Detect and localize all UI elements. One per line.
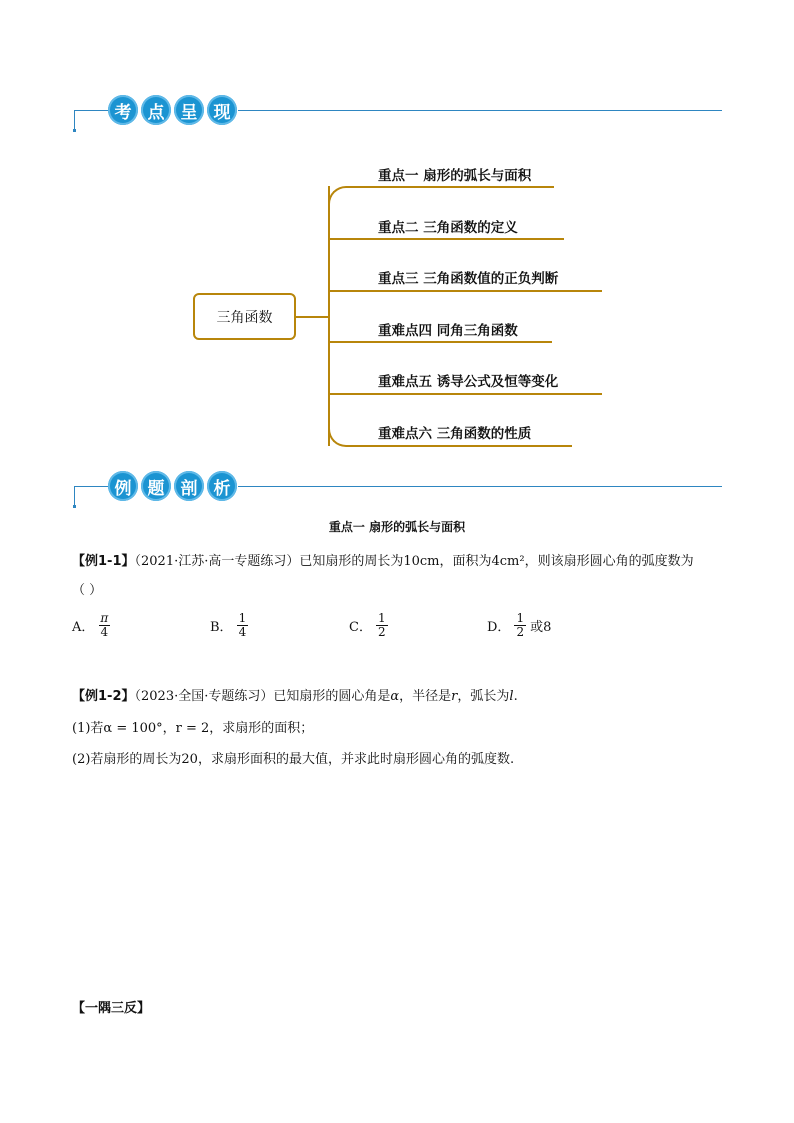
section-header-vertical	[74, 486, 75, 506]
mindmap-branch-line	[358, 445, 572, 447]
mindmap-branch-line	[330, 341, 552, 343]
fraction	[514, 612, 526, 639]
header-char: 例	[108, 471, 138, 501]
mindmap-branch-line	[330, 238, 564, 240]
numerator: π	[100, 611, 109, 625]
section-header-vertical	[74, 110, 75, 130]
denominator: 2	[377, 625, 386, 639]
denominator: 2	[516, 625, 525, 639]
mindmap-connector	[296, 316, 328, 318]
practice-heading: 【一隅三反】	[72, 1001, 151, 1016]
denominator: 4	[238, 625, 247, 639]
alpha-symbol: α	[390, 689, 400, 704]
section-header-dot	[73, 505, 76, 508]
header-char: 考	[108, 95, 138, 125]
option-suffix: 或8	[530, 620, 552, 635]
example-text: （2023·全国·专题练习）已知扇形的圆心角是	[134, 689, 391, 704]
option-c[interactable]	[349, 612, 388, 639]
example-text: ，半径是	[399, 689, 452, 704]
header-char: 剖	[174, 471, 204, 501]
mindmap-branch-1: 重点一 扇形的弧长与面积	[378, 168, 532, 184]
denominator: 4	[100, 625, 109, 639]
fraction	[237, 612, 249, 639]
numerator: 1	[238, 611, 247, 625]
example-1-1	[72, 550, 694, 569]
option-letter: A．	[72, 620, 95, 635]
mindmap-branch-line	[358, 186, 554, 188]
example-text: ，弧长为	[457, 689, 510, 704]
example-1-2	[72, 685, 518, 704]
example-text: .	[513, 689, 518, 704]
mindmap-curve-bottom	[328, 427, 360, 447]
mindmap-branch-5: 重难点五 诱导公式及恒等变化	[378, 374, 559, 390]
option-letter: C．	[349, 620, 372, 635]
fraction	[376, 612, 388, 639]
header-char: 现	[207, 95, 237, 125]
section-header-line-left	[75, 486, 110, 487]
mindmap-root: 三角函数	[193, 293, 296, 340]
r-symbol: r	[451, 689, 458, 704]
section-header-line	[238, 110, 722, 111]
section-header-dot	[73, 129, 76, 132]
header-char: 呈	[174, 95, 204, 125]
header-char: 题	[141, 471, 171, 501]
option-letter: B．	[210, 620, 233, 635]
example-text: （2021·江苏·高一专题练习）已知扇形的周长为10cm，面积为4cm²，则该扇形圆心角的弧度数为	[134, 554, 694, 569]
example-tag: 【例1-2】	[72, 689, 135, 704]
answer-paren: （ ）	[72, 583, 103, 598]
mindmap-branch-2: 重点二 三角函数的定义	[378, 220, 518, 236]
mindmap-curve-top	[328, 186, 360, 206]
numerator: 1	[516, 611, 525, 625]
option-d[interactable]	[487, 612, 551, 639]
option-b[interactable]	[210, 612, 248, 639]
mindmap-branch-3: 重点三 三角函数值的正负判断	[378, 271, 559, 287]
mindmap-branch-4: 重难点四 同角三角函数	[378, 323, 518, 339]
section-header-liti	[108, 471, 237, 501]
header-char: 点	[141, 95, 171, 125]
example-section-title: 重点一 扇形的弧长与面积	[328, 520, 466, 534]
section-header-line	[238, 486, 722, 487]
header-char: 析	[207, 471, 237, 501]
numerator: 1	[377, 611, 386, 625]
section-header-kaodian	[108, 95, 237, 125]
question-1: (1)若α = 100°，r = 2，求扇形的面积；	[72, 721, 314, 736]
example-tag: 【例1-1】	[72, 554, 135, 569]
mindmap-trunk	[328, 186, 330, 446]
mindmap-branch-line	[330, 393, 602, 395]
option-a[interactable]	[72, 612, 110, 639]
section-header-line-left	[75, 110, 110, 111]
mindmap-branch-6: 重难点六 三角函数的性质	[378, 426, 532, 442]
mindmap-branch-line	[330, 290, 602, 292]
option-letter: D．	[487, 620, 511, 635]
l-symbol: l	[509, 689, 514, 704]
fraction	[98, 612, 110, 639]
question-2: (2)若扇形的周长为20，求扇形面积的最大值，并求此时扇形圆心角的弧度数.	[72, 752, 515, 767]
